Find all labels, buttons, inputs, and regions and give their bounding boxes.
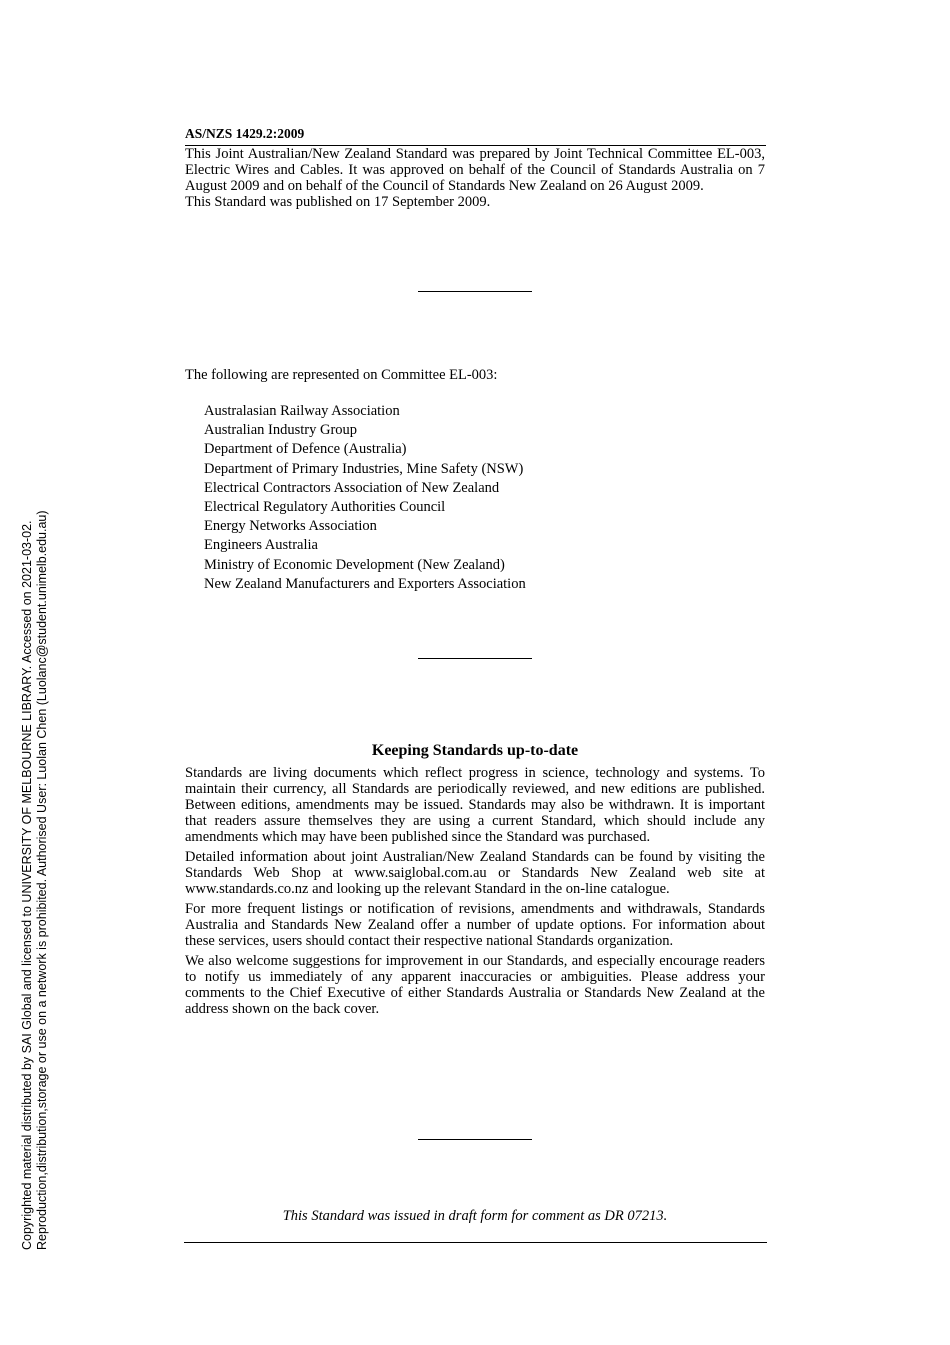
intro-published-paragraph: This Standard was published on 17 September 2009.: [185, 194, 491, 210]
keeping-standards-heading: Keeping Standards up-to-date: [371, 742, 579, 759]
keeping-paragraph: We also welcome suggestions for improvement in our Standards, and especially encourage readers to notify us immediately of any apparent inaccuracies or ambiguities. Please address your comments to the Chief Executive of either Standards Australia or Standards New Zealand at the address shown on the back cover.: [185, 953, 765, 1017]
authorised-user-line: Reproduction,distribution,storage or use on a network is prohibited. Authorised User: Luolan Chen (Luolanc@student.unimelb.edu.au): [35, 510, 49, 1250]
keeping-paragraph: Detailed information about joint Australian/New Zealand Standards can be found by visiting the Standards Web Shop at www.saiglobal.com.au or Standards New Zealand web site at www.standards.co.nz and looking up the relevant Standard in the on-line catalogue.: [185, 849, 765, 897]
committee-member: Ministry of Economic Development (New Zealand): [204, 556, 505, 573]
copyright-line: Copyrighted material distributed by SAI Global and licensed to UNIVERSITY OF MELBOURNE LIBRARY. Accessed on 2021-03-02.: [20, 520, 34, 1250]
keeping-paragraph: Standards are living documents which reflect progress in science, technology and systems. To maintain their currency, all Standards are periodically reviewed, and new editions are published. Between editions, amendments may be issued. Standards may also be withdrawn. It is important that readers assure themselves they are using a current Standard, which should include any amendments which may have been published since the Standard was purchased.: [185, 765, 765, 845]
committee-member: Department of Primary Industries, Mine Safety (NSW): [204, 460, 524, 477]
section-divider: [418, 291, 532, 292]
committee-member: Energy Networks Association: [204, 518, 377, 535]
committee-member: New Zealand Manufacturers and Exporters Association: [204, 575, 526, 592]
intro-block: [185, 146, 765, 210]
intro-approval-paragraph: This Joint Australian/New Zealand Standard was prepared by Joint Technical Committee EL-003, Electric Wires and Cables. It was approved on behalf of the Council of Standards Australia on 7 August 2009 and on behalf of the Council of Standards New Zealand on 26 August 2009.: [185, 146, 765, 194]
draft-note: This Standard was issued in draft form for comment as DR 07213.: [282, 1208, 668, 1224]
committee-member: Engineers Australia: [204, 537, 318, 554]
committee-member: Australian Industry Group: [204, 422, 358, 439]
keeping-standards-body: [185, 765, 765, 1021]
committee-member: Department of Defence (Australia): [204, 441, 407, 458]
footer-rule: [184, 1242, 767, 1243]
standard-code: AS/NZS 1429.2:2009: [185, 126, 305, 141]
copyright-side-notice: [20, 490, 50, 1250]
committee-member: Australasian Railway Association: [204, 403, 400, 419]
committee-member: Electrical Contractors Association of New Zealand: [204, 479, 500, 496]
committee-lead-text: The following are represented on Committee EL-003:: [185, 367, 498, 383]
keeping-paragraph: For more frequent listings or notification of revisions, amendments and withdrawals, Standards Australia and Standards New Zealand offer a number of update options. For information about these services, users should contact their respective national Standards organization.: [185, 901, 765, 949]
committee-member: Electrical Regulatory Authorities Council: [204, 499, 446, 516]
section-divider: [418, 1139, 532, 1140]
section-divider: [418, 658, 532, 659]
committee-member-list: [204, 402, 526, 594]
